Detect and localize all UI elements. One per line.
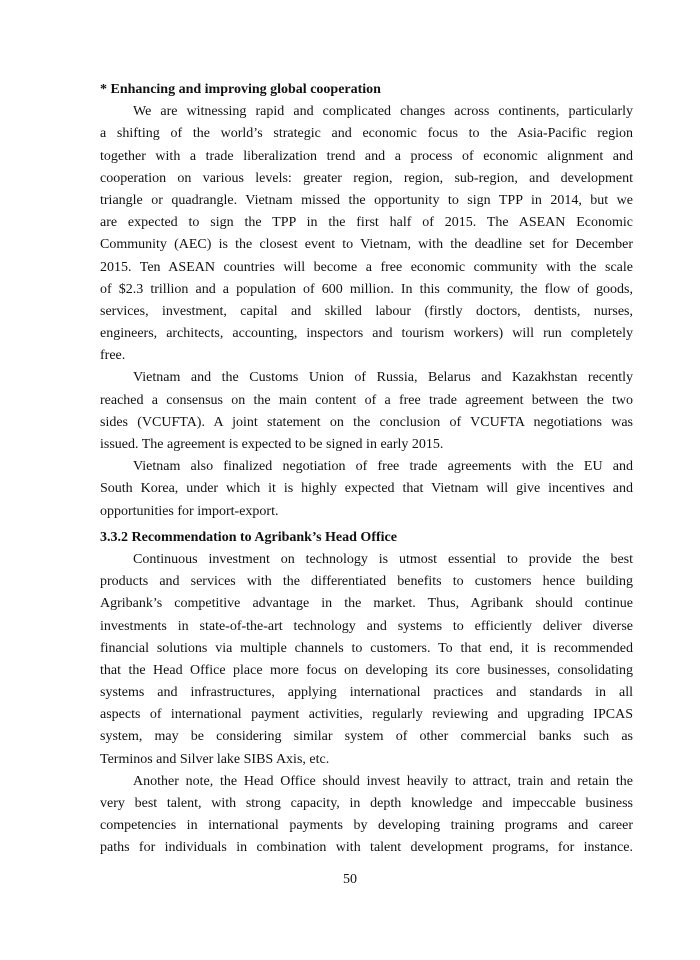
document-page — [100, 79, 633, 860]
text-line: of $2.3 trillion and a population of 600 million. In this community, the flow of goods, — [100, 281, 633, 297]
text-line: Community (AEC) is the closest event to Vietnam, with the deadline set for December — [100, 237, 633, 253]
text-line: cooperation on various levels: greater region, region, sub-region, and development — [100, 170, 633, 186]
text-line: together with a trade liberalization trend and a process of economic alignment and — [100, 148, 633, 164]
paragraph — [100, 101, 633, 367]
text-line: Another note, the Head Office should invest heavily to attract, train and retain the — [133, 773, 633, 789]
text-line: Continuous investment on technology is utmost essential to provide the best — [133, 551, 633, 567]
text-line: products and services with the differentiated benefits to customers hence building — [100, 574, 633, 590]
text-line: system, may be considering similar system of other commercial banks such as — [100, 729, 633, 745]
text-line: reached a consensus on the main content of a free trade agreement between the two — [100, 392, 633, 408]
text-line: engineers, architects, accounting, inspectors and tourism workers) will run completely — [100, 326, 633, 342]
text-line: Vietnam and the Customs Union of Russia, Belarus and Kazakhstan recently — [133, 370, 633, 386]
text-line: Agribank’s competitive advantage in the market. Thus, Agribank should continue — [100, 596, 633, 612]
section-heading: 3.3.2 Recommendation to Agribank’s Head Office — [100, 529, 397, 545]
text-line: sides (VCUFTA). A joint statement on the conclusion of VCUFTA negotiations was — [100, 414, 633, 430]
text-line: opportunities for import-export. — [100, 503, 279, 519]
text-line: 2015. Ten ASEAN countries will become a free economic community with the scale — [100, 259, 633, 275]
text-line: very best talent, with strong capacity, in depth knowledge and impeccable business — [100, 796, 633, 811]
text-line: services, investment, capital and skilled labour (firstly doctors, dentists, nurses, — [100, 303, 633, 319]
text-line: investments in state-of-the-art technology and systems to efficiently deliver diverse — [100, 618, 633, 634]
text-line: that the Head Office place more focus on developing its core businesses, consolidating — [100, 662, 633, 678]
text-line: Vietnam also finalized negotiation of free trade agreements with the EU and — [133, 459, 633, 475]
paragraph — [100, 367, 633, 456]
text-line: free. — [100, 348, 126, 364]
text-line: Terminos and Silver lake SIBS Axis, etc. — [100, 751, 330, 767]
text-line: aspects of international payment activities, regularly reviewing and upgrading IPCAS — [100, 707, 633, 723]
page-number: 50 — [343, 872, 357, 887]
text-line: triangle or quadrangle. Vietnam missed the opportunity to sign TPP in 2014, but we — [100, 192, 633, 208]
paragraph — [100, 771, 633, 860]
text-line: financial solutions via multiple channels to customers. To that end, it is recommended — [100, 640, 633, 656]
text-line: We are witnessing rapid and complicated changes across continents, particularly — [133, 104, 633, 120]
text-line: issued. The agreement is expected to be signed in early 2015. — [100, 437, 444, 452]
text-line: a shifting of the world’s strategic and economic focus to the Asia-Pacific region — [100, 126, 633, 142]
paragraph — [100, 456, 633, 523]
text-line: South Korea, under which it is highly expected that Vietnam will give incentives and — [100, 481, 633, 497]
section-heading: * Enhancing and improving global cooperation — [100, 82, 381, 97]
paragraph — [100, 549, 633, 771]
text-line: systems and infrastructures, applying international practices and standards in all — [100, 685, 633, 701]
text-line: are expected to sign the TPP in the first half of 2015. The ASEAN Economic — [100, 215, 633, 231]
text-line: paths for individuals in combination with talent development programs, for instance. — [100, 840, 633, 856]
text-line: competencies in international payments by developing training programs and career — [100, 818, 633, 834]
